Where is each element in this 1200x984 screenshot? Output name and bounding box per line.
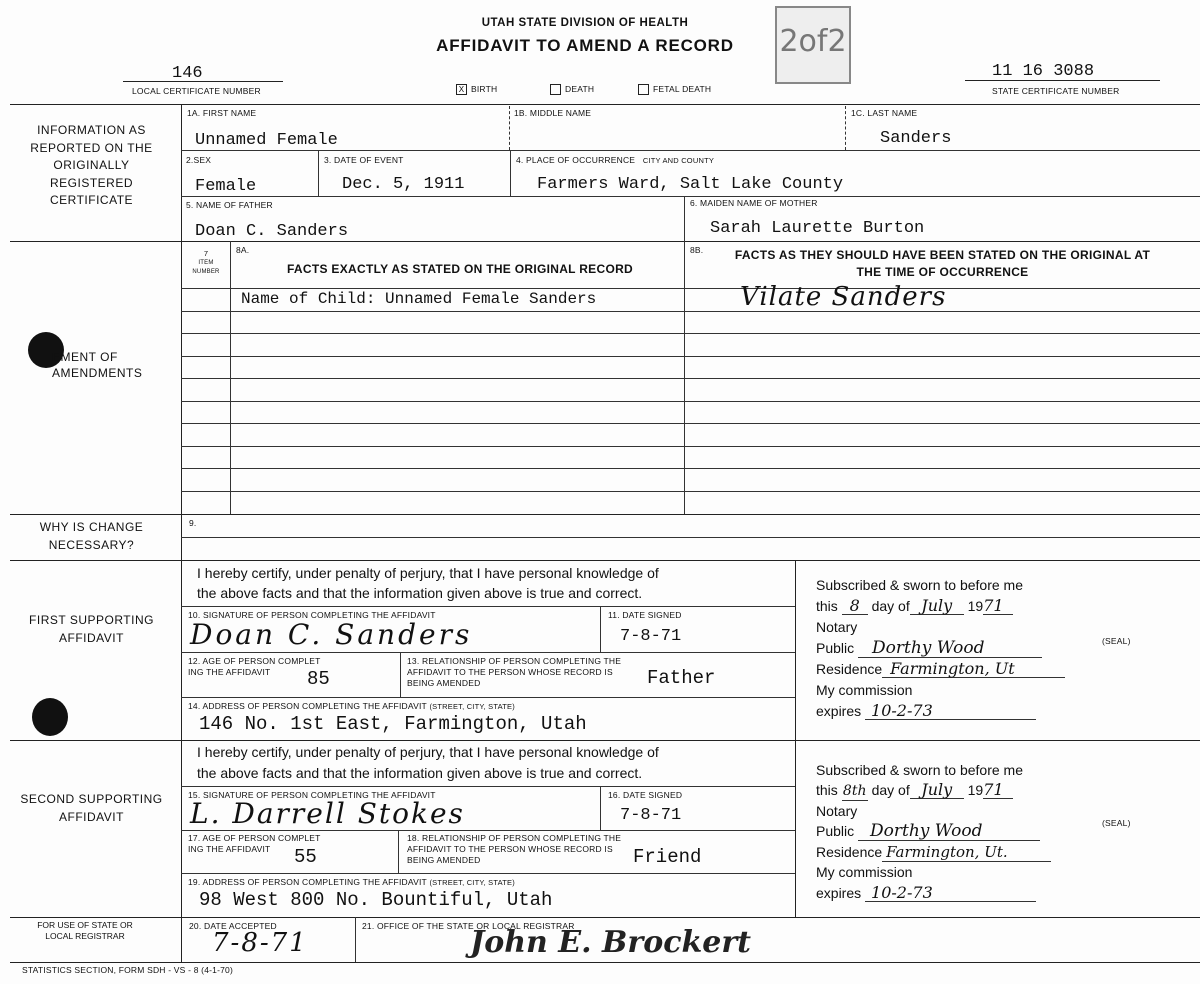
second-seal: (SEAL) (1102, 818, 1131, 828)
amend-row1-original: Name of Child: Unnamed Female Sanders (241, 290, 597, 308)
first-notary-year: 71 (983, 597, 1013, 615)
amend-row1-corrected: Vilate Sanders (740, 282, 947, 312)
second-notary-year: 71 (983, 781, 1013, 799)
first-notary-public: Dorthy Wood (858, 639, 1042, 658)
local-cert-number: 146 (172, 64, 203, 83)
second-certify-line-2: the above facts and that the information given above is true and correct. (197, 765, 643, 781)
item-number-label: 7 ITEM NUMBER (192, 249, 220, 275)
first-address-value: 146 No. 1st East, Farmington, Utah (199, 713, 587, 735)
registrar-signature: John E. Brockert (470, 925, 752, 960)
second-notary-label: Notary (816, 803, 858, 819)
first-date-value: 7-8-71 (620, 627, 682, 646)
sex-label: 2.SEX (186, 155, 212, 165)
first-age-label: 12. AGE OF PERSON COMPLET ING THE AFFIDAVIT (188, 656, 321, 677)
birth-checkbox: X (456, 84, 467, 95)
second-notary-expires-line: expires 10-2-73 (816, 883, 1036, 904)
first-seal: (SEAL) (1102, 636, 1131, 646)
fetal-death-checkbox (638, 84, 649, 95)
second-address-value: 98 West 800 No. Bountiful, Utah (199, 889, 553, 911)
date-accepted-label: 20. DATE ACCEPTED (189, 921, 277, 931)
why-number: 9. (189, 518, 197, 528)
second-age-value: 55 (294, 846, 317, 868)
first-notary-sworn: Subscribed & sworn to before me (816, 577, 1023, 593)
sex-value: Female (195, 177, 257, 196)
second-signature-label: 15. SIGNATURE OF PERSON COMPLETING THE AFFIDAVIT (188, 790, 436, 800)
fetal-death-option: FETAL DEATH (638, 84, 711, 95)
first-name-value: Unnamed Female (195, 131, 338, 150)
first-notary-residence: Farmington, Ut (882, 660, 1065, 678)
first-notary-residence-line: Residence Farmington, Ut (816, 659, 1065, 680)
first-relationship-value: Father (647, 667, 716, 689)
amendments-section-label: EMENT OF AMENDMENTS (52, 350, 143, 380)
middle-name-label: 1B. MIDDLE NAME (514, 108, 592, 118)
mother-value: Sarah Laurette Burton (710, 219, 925, 238)
place-value: Farmers Ward, Salt Lake County (537, 175, 844, 194)
date-of-event-label: 3. DATE OF EVENT (324, 155, 404, 165)
col-a-number: 8A. (236, 245, 250, 255)
second-address-label: 19. ADDRESS OF PERSON COMPLETING THE AFFIDAVIT (STREET, CITY, STATE) (188, 877, 515, 887)
first-relationship-label: 13. RELATIONSHIP OF PERSON COMPLETING THE AFFIDAVIT TO THE PERSON WHOSE RECORD IS BEING AMENDED (407, 656, 622, 688)
why-section-label: WHY IS CHANGE NECESSARY? (39, 520, 144, 552)
col-b-header: FACTS AS THEY SHOULD HAVE BEEN STATED ON THE ORIGINAL AT THE TIME OF OCCURRENCE (734, 248, 1151, 279)
second-notary-residence-line: Residence Farmington, Ut. (816, 842, 1051, 863)
first-notary-commission: My commission (816, 682, 913, 698)
last-name-label: 1C. LAST NAME (851, 108, 918, 118)
second-age-label: 17. AGE OF PERSON COMPLET ING THE AFFIDAVIT (188, 833, 321, 854)
first-notary-expires: 10-2-73 (865, 702, 1036, 720)
first-notary-month: July (910, 597, 964, 615)
second-affidavit-label: SECOND SUPPORTING AFFIDAVIT (20, 792, 163, 824)
father-label: 5. NAME OF FATHER (186, 200, 273, 210)
first-notary-label: Notary (816, 619, 858, 635)
second-relationship-label: 18. RELATIONSHIP OF PERSON COMPLETING THE AFFIDAVIT TO THE PERSON WHOSE RECORD IS BEING AMENDED (407, 833, 622, 865)
place-label: 4. PLACE OF OCCURRENCE CITY AND COUNTY (516, 155, 715, 165)
second-relationship-value: Friend (633, 846, 702, 868)
first-certify-line-2: the above facts and that the information given above is true and correct. (197, 585, 643, 601)
second-notary-date-line: this 8th day of July 1971 (816, 780, 1013, 801)
first-age-value: 85 (307, 668, 330, 690)
first-certify-line-1: I hereby certify, under penalty of perjury, that I have personal knowledge of (197, 565, 659, 581)
col-a-header: FACTS EXACTLY AS STATED ON THE ORIGINAL RECORD (286, 262, 634, 276)
form-title: AFFIDAVIT TO AMEND A RECORD (436, 36, 734, 55)
second-date-value: 7-8-71 (620, 806, 682, 825)
second-certify-line-1: I hereby certify, under penalty of perjury, that I have personal knowledge of (197, 744, 659, 760)
first-notary-day: 8 (842, 597, 868, 615)
second-date-label: 16. DATE SIGNED (608, 790, 683, 800)
state-cert-label: STATE CERTIFICATE NUMBER (992, 86, 1120, 96)
registrar-section-label: FOR USE OF STATE OR LOCAL REGISTRAR (37, 920, 133, 941)
registrar-office-label: 21. OFFICE OF THE STATE OR LOCAL REGISTRAR (362, 921, 575, 931)
date-accepted-value: 7-8-71 (212, 928, 308, 958)
page-stamp: 2of2 (775, 6, 851, 84)
second-notary-residence: Farmington, Ut. (882, 844, 1051, 862)
first-notary-public-line: Public Dorthy Wood (816, 638, 1042, 659)
first-signature: Doan C. Sanders (190, 618, 473, 651)
first-address-label: 14. ADDRESS OF PERSON COMPLETING THE AFFIDAVIT (STREET, CITY, STATE) (188, 701, 515, 711)
second-notary-day: 8th (842, 783, 867, 799)
second-notary-public-line: Public Dorthy Wood (816, 821, 1040, 842)
birth-option: X BIRTH (456, 84, 497, 95)
second-signature: L. Darrell Stokes (190, 797, 465, 830)
form-footer: STATISTICS SECTION, FORM SDH - VS - 8 (4-1-70) (22, 965, 234, 975)
mother-label: 6. MAIDEN NAME OF MOTHER (690, 198, 818, 208)
father-value: Doan C. Sanders (195, 222, 349, 241)
second-notary-expires: 10-2-73 (865, 884, 1036, 902)
agency-name: UTAH STATE DIVISION OF HEALTH (481, 17, 689, 29)
date-of-event-value: Dec. 5, 1911 (342, 175, 465, 194)
info-section-label: INFORMATION AS REPORTED ON THE ORIGINALLY REGISTERED CERTIFICATE (30, 123, 153, 207)
punch-hole (32, 698, 68, 736)
first-date-label: 11. DATE SIGNED (608, 610, 682, 620)
first-name-label: 1A. FIRST NAME (187, 108, 257, 118)
state-cert-number: 11 16 3088 (992, 62, 1095, 81)
first-notary-expires-line: expires 10-2-73 (816, 701, 1036, 722)
second-notary-month: July (910, 781, 964, 799)
second-notary-sworn: Subscribed & sworn to before me (816, 762, 1023, 778)
death-option: DEATH (550, 84, 594, 95)
local-cert-label: LOCAL CERTIFICATE NUMBER (132, 86, 261, 96)
col-b-number: 8B. (690, 245, 704, 255)
last-name-value: Sanders (880, 129, 952, 148)
second-notary-public: Dorthy Wood (858, 822, 1040, 841)
death-checkbox (550, 84, 561, 95)
first-notary-date-line: this 8 day of July 1971 (816, 596, 1013, 617)
first-affidavit-label: FIRST SUPPORTING AFFIDAVIT (29, 613, 154, 645)
second-notary-commission: My commission (816, 864, 913, 880)
first-signature-label: 10. SIGNATURE OF PERSON COMPLETING THE AFFIDAVIT (188, 610, 436, 620)
